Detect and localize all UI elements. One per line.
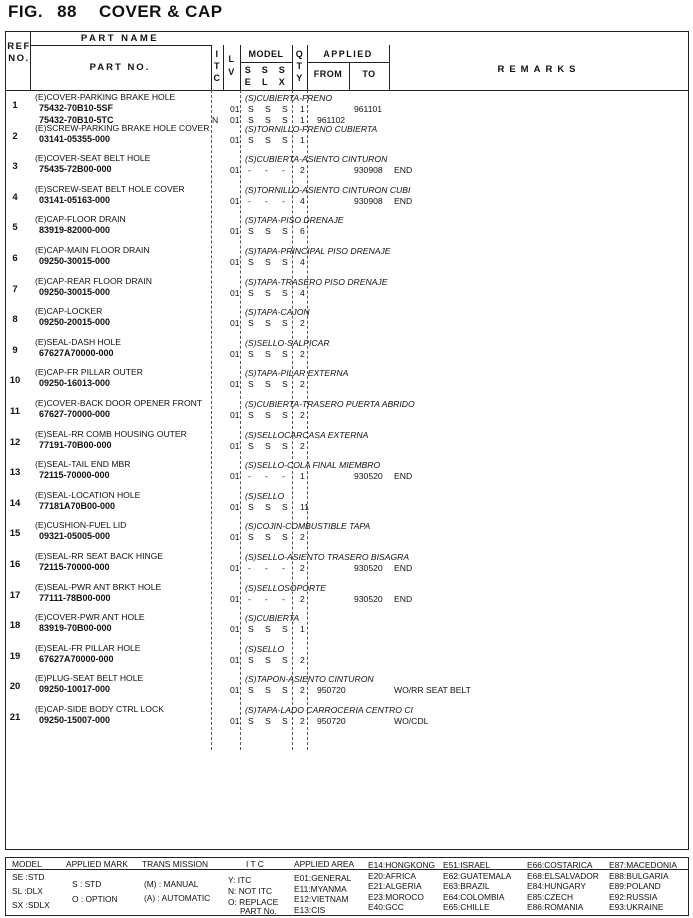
table-row [5, 551, 689, 581]
part-name: (E)CAP-REAR FLOOR DRAIN [35, 275, 152, 286]
quantity: 2 [300, 410, 305, 420]
spanish-name: (S)CUBIERTA-ASIENTO CINTURON [245, 154, 388, 165]
model-se-mark: S [248, 104, 254, 114]
model-sl-mark: S [265, 226, 271, 237]
model-se-mark: S [248, 685, 254, 696]
part-number: 09321-05005-000 [39, 531, 111, 542]
model-sl-mark: S [265, 287, 271, 298]
area-code: E92:RUSSIA [609, 891, 658, 902]
legend-itc-n: N: NOT ITC [228, 886, 273, 896]
part-number: 09250-20015-000 [39, 317, 111, 328]
part-number: 09250-16013-000 [39, 378, 111, 389]
model-sl-mark: S [265, 318, 271, 329]
spanish-name: (S)CUBIERTA-FRENO [245, 93, 333, 103]
area-code: E40:GCC [368, 902, 404, 912]
part-number: 77111-78B00-000 [39, 592, 111, 603]
table-row [5, 398, 689, 428]
legend-trans-manual: (M) : MANUAL [144, 879, 199, 889]
part-number: 83919-82000-000 [39, 225, 111, 236]
header-qty: Q T Y [295, 49, 304, 83]
applied-to: 961101 [354, 104, 383, 114]
area-code: E86:ROMANIA [527, 902, 584, 912]
part-number: 67627-70000-000 [39, 409, 111, 419]
quantity: 11 [300, 501, 309, 512]
part-number: 09250-10017-000 [39, 684, 111, 695]
quantity: 2 [300, 563, 305, 573]
quantity: 4 [300, 195, 305, 206]
table-row [5, 184, 689, 214]
model-se-mark: S [248, 501, 254, 512]
ref-number: 4 [12, 191, 18, 203]
ref-number: 17 [9, 589, 21, 601]
table-row [5, 582, 689, 612]
model-sx-mark: S [282, 532, 288, 543]
part-name: (E)SEAL-TAIL END MBR [35, 459, 131, 470]
area-code: E14:HONGKONG [368, 860, 436, 870]
remarks: END [394, 471, 413, 482]
area-code: E11:MYANMA [294, 883, 347, 894]
figure-label: FIG. [8, 2, 44, 21]
quantity: 4 [300, 257, 305, 267]
area-code: E87:MACEDONIA [609, 860, 677, 870]
ref-number: 3 [12, 161, 18, 173]
part-name: (E)SCREW-PARKING BRAKE HOLE COVER [35, 122, 210, 133]
part-name: (E)SEAL-FR PILLAR HOLE [35, 642, 141, 653]
part-number: 67627A70000-000 [39, 653, 114, 664]
spanish-name: (S)CUBIERTA-TRASERO PUERTA ABRIDO [245, 399, 415, 409]
model-sx-mark: S [282, 226, 288, 237]
model-se-mark: S [248, 318, 254, 329]
table-row [5, 367, 689, 397]
part-number: 75432-70B10-5SF [39, 103, 114, 113]
part-name: (E)SEAL-PWR ANT BRKT HOLE [35, 581, 162, 592]
lv-value: 01 [230, 410, 240, 420]
quantity: 2 [300, 593, 305, 604]
legend-model-sx: SX :SDLX [12, 900, 50, 910]
model-sl-mark: S [265, 348, 271, 359]
legend-model-header: MODEL [12, 859, 42, 869]
area-code: E66:COSTARICA [527, 860, 593, 870]
lv-value: 01 [230, 115, 240, 125]
lv-value: 01 [230, 471, 240, 482]
quantity: 2 [300, 348, 305, 359]
model-sx-mark: S [282, 318, 288, 329]
model-sl-mark: S [265, 410, 271, 420]
table-row [5, 337, 689, 367]
quantity: 2 [300, 318, 305, 329]
remarks: END [394, 563, 413, 573]
model-se-mark: - [248, 563, 251, 573]
quantity: 1 [300, 104, 305, 114]
part-name: (E)COVER-PWR ANT HOLE [35, 612, 145, 623]
table-row [5, 429, 689, 459]
legend-applied-mark-header: APPLIED MARK [66, 859, 128, 869]
table-row [5, 673, 689, 703]
model-sx-mark: S [282, 716, 288, 726]
quantity: 4 [300, 287, 305, 298]
part-number: 72115-70000-000 [39, 470, 110, 481]
legend-trans-automatic: (A) : AUTOMATIC [144, 893, 211, 903]
quantity: 1 [300, 471, 305, 482]
model-se-mark: S [248, 348, 254, 359]
model-sx-mark: S [282, 287, 288, 298]
legend-mark-std: S : STD [72, 879, 102, 889]
figure-name: COVER & CAP [98, 2, 223, 21]
header-model-sl: S L [261, 65, 269, 87]
area-code: E63:BRAZIL [443, 881, 490, 891]
part-name: (E)CUSHION-FUEL LID [35, 520, 127, 531]
model-sx-mark: - [282, 195, 285, 206]
legend-mark-option: O : OPTION [72, 894, 118, 904]
table-row [5, 643, 689, 673]
part-name: (E)CAP-LOCKER [35, 306, 103, 317]
model-sx-mark: S [282, 410, 288, 420]
area-code: E20:AFRICA [368, 870, 416, 881]
part-name: (E)SEAL-RR COMB HOUSING OUTER [35, 428, 187, 439]
applied-header-line [307, 62, 389, 63]
area-code: E12:VIETNAM [294, 894, 349, 904]
applied-to: 930520 [354, 563, 383, 573]
table-row [5, 490, 689, 520]
spanish-name: (S)TAPA-PISO DRENAJE [245, 215, 344, 226]
lv-value: 01 [230, 716, 240, 726]
part-name: (E)CAP-SIDE BODY CTRL LOCK [35, 704, 164, 714]
legend-itc-y: Y: ITC [228, 875, 252, 885]
area-code: E21:ALGERIA [368, 881, 422, 891]
part-number: 72115-70000-000 [39, 562, 110, 572]
applied-to: 930908 [354, 195, 383, 206]
header-part-no: PART NO. [89, 62, 151, 73]
model-sx-mark: S [282, 104, 288, 114]
model-sx-mark: S [282, 624, 288, 635]
lv-value: 01 [230, 257, 240, 267]
quantity: 2 [300, 685, 305, 696]
area-code: E88:BULGARIA [609, 870, 669, 881]
area-code: E64:COLOMBIA [443, 891, 505, 902]
model-se-mark: - [248, 165, 251, 176]
model-sx-mark: - [282, 593, 285, 604]
area-code: E68:ELSALVADOR [527, 870, 599, 881]
lv-value: 01 [230, 287, 240, 298]
model-sx-mark: S [282, 348, 288, 359]
ref-number: 7 [12, 283, 18, 295]
quantity: 2 [300, 654, 305, 665]
lv-value: 01 [230, 226, 240, 237]
lv-value: 01 [230, 379, 240, 390]
model-sx-mark: S [282, 257, 288, 267]
legend-itc-part-no: PART No. [240, 906, 277, 916]
model-sx-mark: S [282, 379, 288, 390]
part-number: 09250-30015-000 [39, 286, 111, 297]
model-sx-mark: S [282, 654, 288, 665]
part-name: (E)CAP-FLOOR DRAIN [35, 214, 126, 225]
table-row [5, 92, 689, 125]
table-row [5, 276, 689, 306]
table-row [5, 214, 689, 244]
spanish-name: (S)TORNILLO-FRENO CUBIERTA [245, 123, 378, 134]
ref-number: 13 [9, 467, 21, 479]
model-se-mark: S [248, 134, 254, 145]
table-row [5, 459, 689, 489]
part-number: 09250-30015-000 [39, 256, 111, 266]
header-itc: I T C [213, 49, 221, 83]
lv-value: 01 [230, 654, 240, 665]
model-sl-mark: S [265, 624, 271, 635]
quantity: 2 [300, 379, 305, 390]
part-number: 67627A70000-000 [39, 347, 114, 358]
part-name: (E)COVER-SEAT BELT HOLE [35, 153, 151, 164]
area-code: E85:CZECH [527, 891, 574, 902]
lv-value: 01 [230, 440, 240, 451]
model-se-mark: - [248, 471, 251, 482]
part-name: (E)CAP-FR PILLAR OUTER [35, 367, 143, 378]
lv-value: 01 [230, 165, 240, 176]
part-name: (E)SCREW-SEAT BELT HOLE COVER [35, 183, 185, 194]
part-name: (E)SEAL-DASH HOLE [35, 336, 121, 347]
legend-transmission-header: TRANS MISSION [142, 859, 209, 869]
spanish-name: (S)SELLO-SALPICAR [245, 337, 330, 348]
lv-value: 01 [230, 624, 240, 635]
ref-number: 21 [9, 712, 21, 723]
spanish-name: (S)TAPA-TRASERO PISO DRENAJE [245, 276, 388, 287]
quantity: 2 [300, 532, 305, 543]
spanish-name: (S)SELLO-ASIENTO TRASERO BISAGRA [245, 552, 410, 562]
table-row [5, 123, 689, 153]
model-sl-mark: S [265, 501, 271, 512]
lv-value: 01 [230, 563, 240, 573]
legend-itc-header: I T C [246, 859, 264, 869]
legend-itc-o: O: REPLACE [228, 897, 279, 907]
applied-from: 950720 [317, 716, 346, 726]
header-bottom-line [5, 90, 689, 91]
quantity: 2 [300, 440, 305, 451]
lv-value: 01 [230, 318, 240, 329]
spanish-name: (S)SELLOSOPORTE [245, 582, 327, 593]
lv-value: 01 [230, 195, 240, 206]
ref-number: 5 [12, 222, 18, 234]
model-sx-mark: - [282, 471, 285, 482]
part-number: 83919-70B00-000 [39, 623, 112, 634]
lv-value: 01 [230, 532, 240, 543]
spanish-name: (S)COJIN-COMBUSTIBLE TAPA [245, 521, 371, 532]
part-name: (E)COVER-PARKING BRAKE HOLE [35, 92, 176, 102]
part-name: (E)SEAL-RR SEAT BACK HINGE [35, 551, 164, 561]
remarks: END [394, 195, 413, 206]
model-se-mark: - [248, 195, 251, 206]
part-number: 09250-15007-000 [39, 715, 111, 725]
quantity: 1 [300, 134, 305, 145]
figure-title [8, 2, 223, 22]
model-sl-mark: S [265, 104, 271, 114]
model-se-mark: S [248, 115, 254, 125]
lv-value: 01 [230, 501, 240, 512]
part-number: 03141-05355-000 [39, 133, 111, 144]
spanish-name: (S)SELLOCARCASA EXTERNA [245, 429, 369, 440]
figure-number: 88 [57, 2, 77, 21]
remarks: END [394, 593, 413, 604]
legend-area-header: APPLIED AREA [294, 859, 355, 869]
header-part-name: PART NAME [80, 33, 160, 44]
lv-value: 01 [230, 685, 240, 696]
ref-number: 12 [9, 436, 21, 448]
model-sx-mark: S [282, 440, 288, 451]
ref-number: 6 [12, 253, 18, 264]
area-code: E13:CIS [294, 904, 326, 915]
itc-mark: N [212, 115, 219, 125]
model-se-mark: S [248, 532, 254, 543]
remarks: END [394, 165, 413, 176]
spanish-name: (S)TAPON-ASIENTO CINTURON [245, 674, 374, 685]
model-sl-mark: S [265, 440, 271, 451]
applied-to: 930520 [354, 593, 383, 604]
lv-value: 01 [230, 348, 240, 359]
model-sl-mark: - [265, 165, 268, 176]
header-model-sx: S X [278, 65, 286, 87]
lv-value: 01 [230, 593, 240, 604]
part-name: (E)PLUG-SEAT BELT HOLE [35, 673, 144, 684]
part-number: 77181A70B00-000 [39, 500, 116, 511]
model-sx-mark: - [282, 563, 285, 573]
part-name: (E)SEAL-LOCATION HOLE [35, 489, 141, 500]
ref-number: 20 [9, 681, 21, 693]
model-sl-mark: S [265, 134, 271, 145]
spanish-name: (S)SELLO [245, 643, 285, 654]
table-row [5, 306, 689, 336]
area-code: E93:UKRAINE [609, 902, 664, 912]
spanish-name: (S)CUBIERTA [245, 613, 300, 624]
ref-number: 15 [9, 528, 21, 540]
header-applied: APPLIED [323, 49, 373, 59]
quantity: 2 [300, 165, 305, 176]
model-se-mark: S [248, 716, 254, 726]
ref-number: 14 [9, 497, 21, 509]
area-code: E84:HUNGARY [527, 881, 586, 891]
header-remarks: REMARKS [497, 64, 581, 75]
legend-model-se: SE :STD [12, 872, 45, 882]
spanish-name: (S)SELLO [245, 490, 285, 501]
model-sl-mark: S [265, 654, 271, 665]
part-number: 75432-70B10-5TC [39, 115, 114, 125]
header-divider [30, 45, 211, 46]
table-row [5, 704, 689, 734]
area-code: E89:POLAND [609, 881, 661, 891]
header-from: FROM [313, 69, 343, 79]
header-lv: L V [228, 54, 235, 77]
model-se-mark: S [248, 624, 254, 635]
table-row [5, 612, 689, 642]
spanish-name: (S)TORNILLO-ASIENTO CINTURON CUBI [245, 184, 411, 195]
quantity: 1 [300, 115, 305, 125]
ref-number: 9 [12, 344, 18, 356]
table-row [5, 520, 689, 550]
quantity: 1 [300, 624, 305, 635]
ref-number: 8 [12, 314, 18, 326]
header-to: TO [362, 69, 376, 79]
header-model-se: S E [244, 65, 252, 87]
model-sx-mark: S [282, 685, 288, 696]
model-sl-mark: S [265, 532, 271, 543]
model-se-mark: S [248, 226, 254, 237]
model-sl-mark: - [265, 471, 268, 482]
applied-from: 950720 [317, 685, 346, 696]
ref-number: 1 [12, 100, 18, 111]
ref-number: 11 [9, 406, 21, 417]
model-sl-mark: S [265, 379, 271, 390]
model-sx-mark: S [282, 115, 288, 125]
legend-box [5, 857, 689, 916]
model-se-mark: S [248, 257, 254, 267]
model-se-mark: S [248, 440, 254, 451]
spanish-name: (S)TAPA-PILAR EXTERNA [245, 368, 349, 379]
lv-value: 01 [230, 134, 240, 145]
spanish-name: (S)SELLO-COLA FINAL MIEMBRO [245, 460, 381, 471]
table-row [5, 153, 689, 183]
model-sl-mark: - [265, 593, 268, 604]
model-sl-mark: S [265, 685, 271, 696]
ref-number: 2 [12, 130, 18, 142]
model-se-mark: - [248, 593, 251, 604]
spanish-name: (S)TAPA-PRINCIPAL PISO DRENAJE [245, 246, 391, 256]
model-sx-mark: - [282, 165, 285, 176]
model-sl-mark: - [265, 195, 268, 206]
model-sl-mark: S [265, 115, 271, 125]
model-sl-mark: - [265, 563, 268, 573]
model-sx-mark: S [282, 134, 288, 145]
model-sl-mark: S [265, 257, 271, 267]
part-name: (E)CAP-MAIN FLOOR DRAIN [35, 245, 150, 255]
spanish-name: (S)TAPA-CAJON [245, 307, 310, 318]
area-code: E51:ISRAEL [443, 860, 491, 870]
applied-to: 930908 [354, 165, 383, 176]
area-code: E01:GENERAL [294, 873, 352, 883]
legend-model-sl: SL :DLX [12, 886, 43, 896]
area-code: E62:GUATEMALA [443, 870, 512, 881]
ref-number: 18 [9, 620, 21, 632]
remarks: WO/CDL [394, 716, 429, 726]
quantity: 6 [300, 226, 305, 237]
ref-number: 16 [9, 559, 21, 570]
model-se-mark: S [248, 654, 254, 665]
ref-number: 10 [9, 375, 21, 387]
applied-from: 961102 [317, 115, 346, 125]
part-number: 75435-72B00-000 [39, 164, 112, 175]
spanish-name: (S)TAPA-LADO CARROCERIA CENTRO CI [245, 705, 413, 715]
model-sx-mark: S [282, 501, 288, 512]
table-row [5, 245, 689, 275]
part-name: (E)COVER-BACK DOOR OPENER FRONT [35, 398, 203, 408]
area-code: E65:CHILLE [443, 902, 490, 912]
model-se-mark: S [248, 379, 254, 390]
header-ref-no: REF NO. [7, 41, 31, 64]
model-sl-mark: S [265, 716, 271, 726]
ref-number: 19 [9, 650, 21, 662]
area-code: E23:MOROCO [368, 891, 424, 902]
model-se-mark: S [248, 410, 254, 420]
part-number: 77191-70B00-000 [39, 439, 112, 450]
quantity: 2 [300, 716, 305, 726]
model-header-line [240, 62, 292, 63]
part-number: 03141-05163-000 [39, 194, 111, 205]
remarks: WO/RR SEAT BELT [394, 685, 471, 696]
lv-value: 01 [230, 104, 240, 114]
applied-to: 930520 [354, 471, 383, 482]
header-model: MODEL [248, 49, 284, 59]
model-se-mark: S [248, 287, 254, 298]
